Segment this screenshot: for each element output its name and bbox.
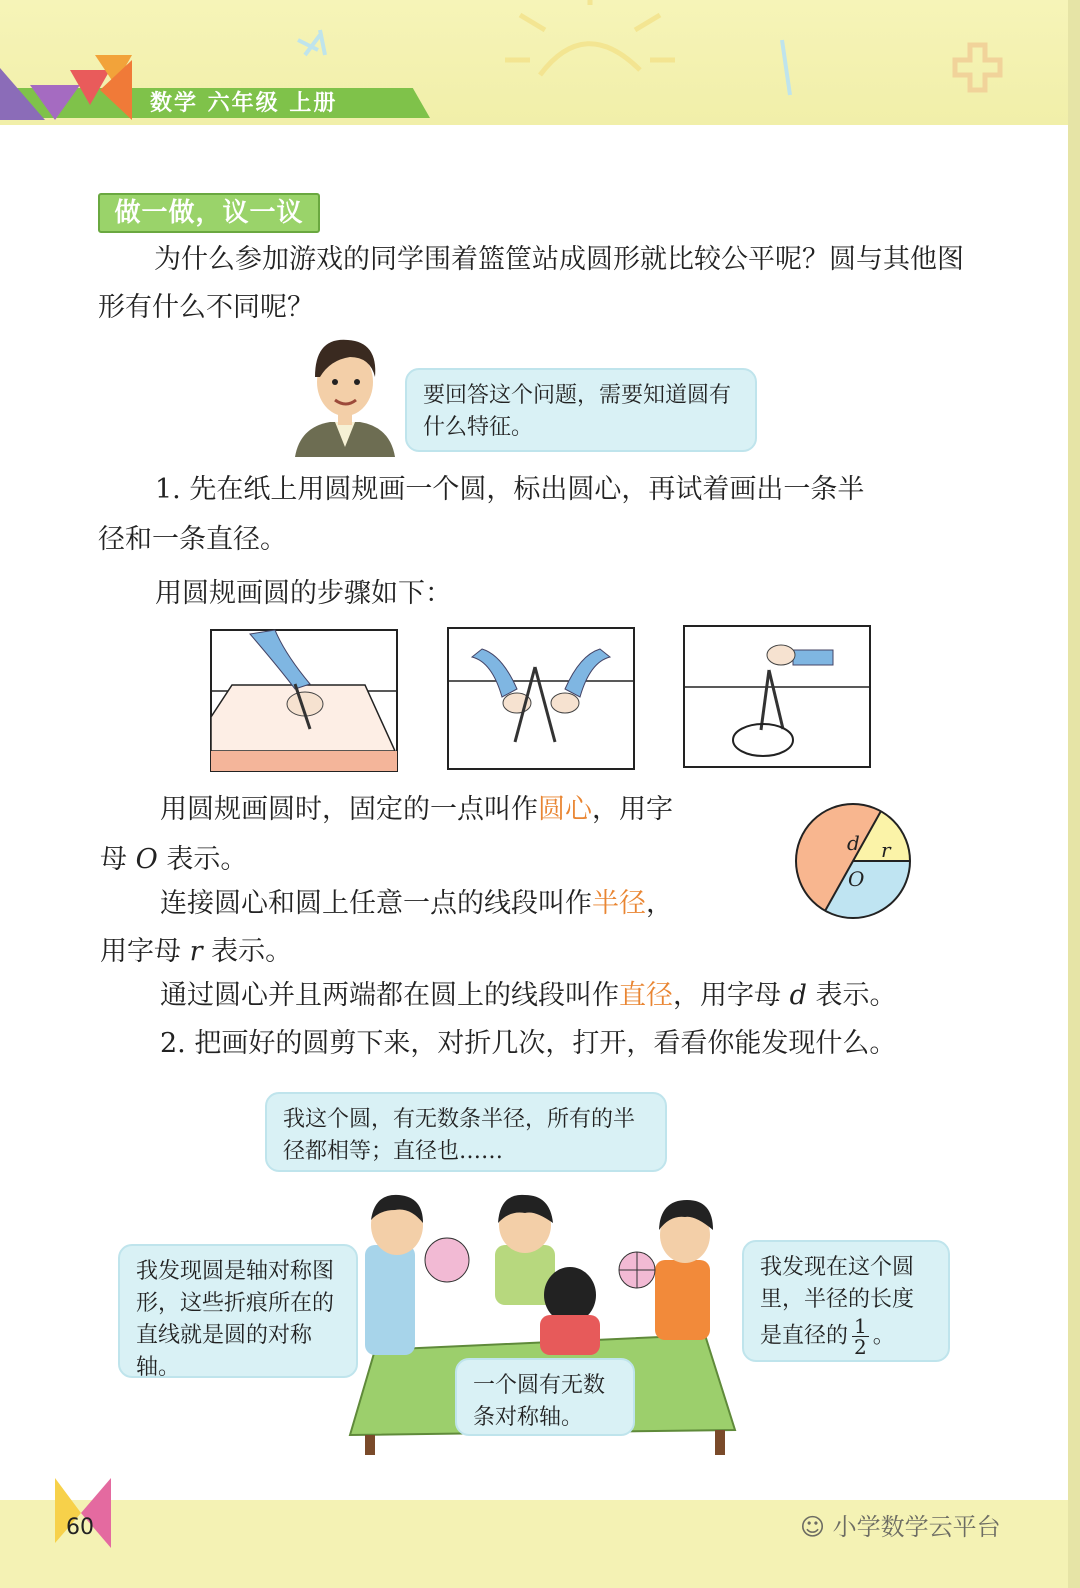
definition-center-line-2 xyxy=(100,836,247,884)
definition-radius xyxy=(160,880,673,928)
term-center: 圆心 xyxy=(538,794,592,825)
letter-d: d xyxy=(789,980,807,1011)
step-2: 2. 把画好的圆剪下来，对折几次，打开，看看你能发现什么。 xyxy=(160,1028,897,1059)
definition-diameter xyxy=(160,972,896,1020)
section-tag: 做一做，议一议 xyxy=(98,193,320,233)
student-right-bubble xyxy=(742,1240,950,1362)
definition-diameter-text: 通过圆心并且两端都在圆上的线段叫作 xyxy=(160,980,619,1011)
fraction-denominator: 2 xyxy=(854,1335,867,1359)
watermark xyxy=(800,1507,1001,1542)
compass-step-3-illustration xyxy=(683,625,871,768)
compass-step-1-illustration xyxy=(210,629,398,772)
definition-radius-text: 连接圆心和圆上任意一点的线段叫作 xyxy=(160,888,592,919)
student-right-text: 我发现在这个圆里，半径的长度是直径的 xyxy=(760,1255,915,1349)
definition-center-text-4: 表示。 xyxy=(166,844,248,875)
definition-radius-text-3: 用字母 xyxy=(100,936,181,967)
book-title: 数学 六年级 上册 xyxy=(150,91,338,116)
definition-center xyxy=(160,786,673,834)
definition-radius-text-2: ， xyxy=(646,888,673,919)
letter-o: O xyxy=(135,844,158,875)
student-right-text-end: 。 xyxy=(872,1323,895,1349)
label-r: r xyxy=(881,838,891,862)
definition-center-text: 用圆规画圆时，固定的一点叫作 xyxy=(160,794,538,825)
page-number: 60 xyxy=(66,1515,94,1540)
term-diameter: 直径 xyxy=(619,980,673,1011)
step-1-line-2: 径和一条直径。 xyxy=(98,524,287,555)
teacher-illustration xyxy=(290,332,400,457)
teacher-speech-bubble: 要回答这个问题，需要知道圆有什么特征。 xyxy=(405,368,757,452)
definition-radius-text-4: 表示。 xyxy=(211,936,293,967)
label-d: d xyxy=(847,831,860,855)
letter-r: r xyxy=(189,936,203,967)
definition-diameter-text-3: 表示。 xyxy=(815,980,897,1011)
watermark-text: 小学数学云平台 xyxy=(832,1513,1001,1541)
student-left-bubble: 我发现圆是轴对称图形，这些折痕所在的直线就是圆的对称轴。 xyxy=(118,1244,358,1378)
page-edge xyxy=(1068,0,1080,1588)
tangram-decoration xyxy=(0,50,140,125)
compass-step-2-illustration xyxy=(447,627,635,770)
step-1-line-1: 1. 先在纸上用圆规画一个圆，标出圆心，再试着画出一条半 xyxy=(155,474,865,505)
label-o: O xyxy=(848,867,865,891)
fraction-one-half xyxy=(852,1316,869,1357)
fraction-numerator: 1 xyxy=(854,1314,867,1338)
definition-center-text-3: 母 xyxy=(100,844,127,875)
definition-radius-line-2 xyxy=(100,928,292,976)
term-radius: 半径 xyxy=(592,888,646,919)
wechat-icon: ☺ xyxy=(800,1513,833,1541)
student-bottom-bubble: 一个圆有无数条对称轴。 xyxy=(455,1358,635,1436)
definition-diameter-text-2: ，用字母 xyxy=(673,980,781,1011)
circle-diagram xyxy=(792,800,914,922)
intro-paragraph: 为什么参加游戏的同学围着篮筐站成圆形就比较公平呢？圆与其他图形有什么不同呢？ xyxy=(98,244,964,323)
definition-center-text-2: ，用字 xyxy=(592,794,673,825)
student-top-bubble: 我这个圆，有无数条半径，所有的半径都相等；直径也…… xyxy=(265,1092,667,1172)
steps-intro: 用圆规画圆的步骤如下： xyxy=(155,578,452,609)
